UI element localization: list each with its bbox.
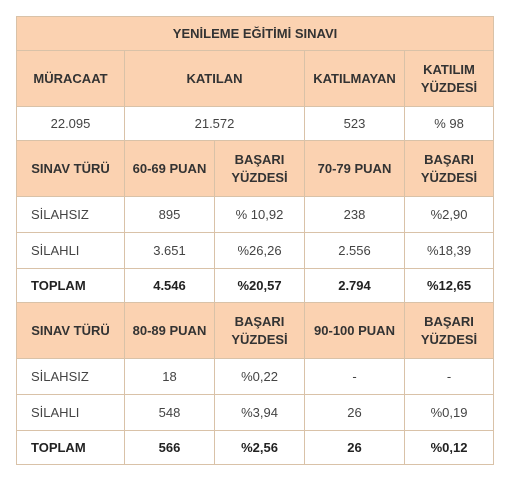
value-muracaat: 22.095 — [17, 107, 125, 141]
s1-total-c1: 4.546 — [125, 269, 215, 303]
s2-row1-c4: - — [405, 359, 494, 395]
s2-total-c1: 566 — [125, 431, 215, 465]
s1-row1-c4: %2,90 — [405, 197, 494, 233]
s1-header-60-69: 60-69 PUAN — [125, 141, 215, 197]
s2-header-80-89: 80-89 PUAN — [125, 303, 215, 359]
header-katilan: KATILAN — [125, 51, 305, 107]
s1-header-70-79: 70-79 PUAN — [305, 141, 405, 197]
s2-header-sinav-turu: SINAV TÜRÜ — [17, 303, 125, 359]
s2-total-c3: 26 — [305, 431, 405, 465]
s1-total-type: TOPLAM — [17, 269, 125, 303]
s1-row2-c2: %26,26 — [215, 233, 305, 269]
s2-row2-c3: 26 — [305, 395, 405, 431]
value-katilim-yuzdesi: % 98 — [405, 107, 494, 141]
summary-values-row — [17, 107, 494, 141]
s2-total-c4: %0,12 — [405, 431, 494, 465]
table-row — [17, 233, 494, 269]
exam-results-table — [16, 16, 494, 465]
s2-header-basari-2: BAŞARI YÜZDESİ — [405, 303, 494, 359]
table-title: YENİLEME EĞİTİMİ SINAVI — [17, 17, 494, 51]
s2-row1-c3: - — [305, 359, 405, 395]
header-katilim-yuzdesi: KATILIM YÜZDESİ — [405, 51, 494, 107]
value-katilmayan: 523 — [305, 107, 405, 141]
s1-row2-c3: 2.556 — [305, 233, 405, 269]
section1-header-row — [17, 141, 494, 197]
s2-row2-c4: %0,19 — [405, 395, 494, 431]
s1-row2-c1: 3.651 — [125, 233, 215, 269]
s2-header-basari-1: BAŞARI YÜZDESİ — [215, 303, 305, 359]
s2-row2-c1: 548 — [125, 395, 215, 431]
s2-header-90-100: 90-100 PUAN — [305, 303, 405, 359]
header-katilmayan: KATILMAYAN — [305, 51, 405, 107]
s1-row2-type: SİLAHLI — [17, 233, 125, 269]
s2-row1-type: SİLAHSIZ — [17, 359, 125, 395]
s2-row1-c1: 18 — [125, 359, 215, 395]
s1-row2-c4: %18,39 — [405, 233, 494, 269]
s1-row1-c2: % 10,92 — [215, 197, 305, 233]
s1-row1-type: SİLAHSIZ — [17, 197, 125, 233]
table-row — [17, 359, 494, 395]
table-row — [17, 197, 494, 233]
s1-header-basari-1: BAŞARI YÜZDESİ — [215, 141, 305, 197]
table-row — [17, 395, 494, 431]
s1-total-c2: %20,57 — [215, 269, 305, 303]
table-row — [17, 431, 494, 465]
table-row — [17, 269, 494, 303]
header-muracaat: MÜRACAAT — [17, 51, 125, 107]
table-title-row — [17, 17, 494, 51]
s1-header-basari-2: BAŞARI YÜZDESİ — [405, 141, 494, 197]
summary-header-row — [17, 51, 494, 107]
s1-total-c3: 2.794 — [305, 269, 405, 303]
s1-total-c4: %12,65 — [405, 269, 494, 303]
s2-row2-type: SİLAHLI — [17, 395, 125, 431]
s2-row1-c2: %0,22 — [215, 359, 305, 395]
s2-row2-c2: %3,94 — [215, 395, 305, 431]
value-katilan: 21.572 — [125, 107, 305, 141]
s1-row1-c1: 895 — [125, 197, 215, 233]
section2-header-row — [17, 303, 494, 359]
s1-header-sinav-turu: SINAV TÜRÜ — [17, 141, 125, 197]
s1-row1-c3: 238 — [305, 197, 405, 233]
s2-total-c2: %2,56 — [215, 431, 305, 465]
s2-total-type: TOPLAM — [17, 431, 125, 465]
